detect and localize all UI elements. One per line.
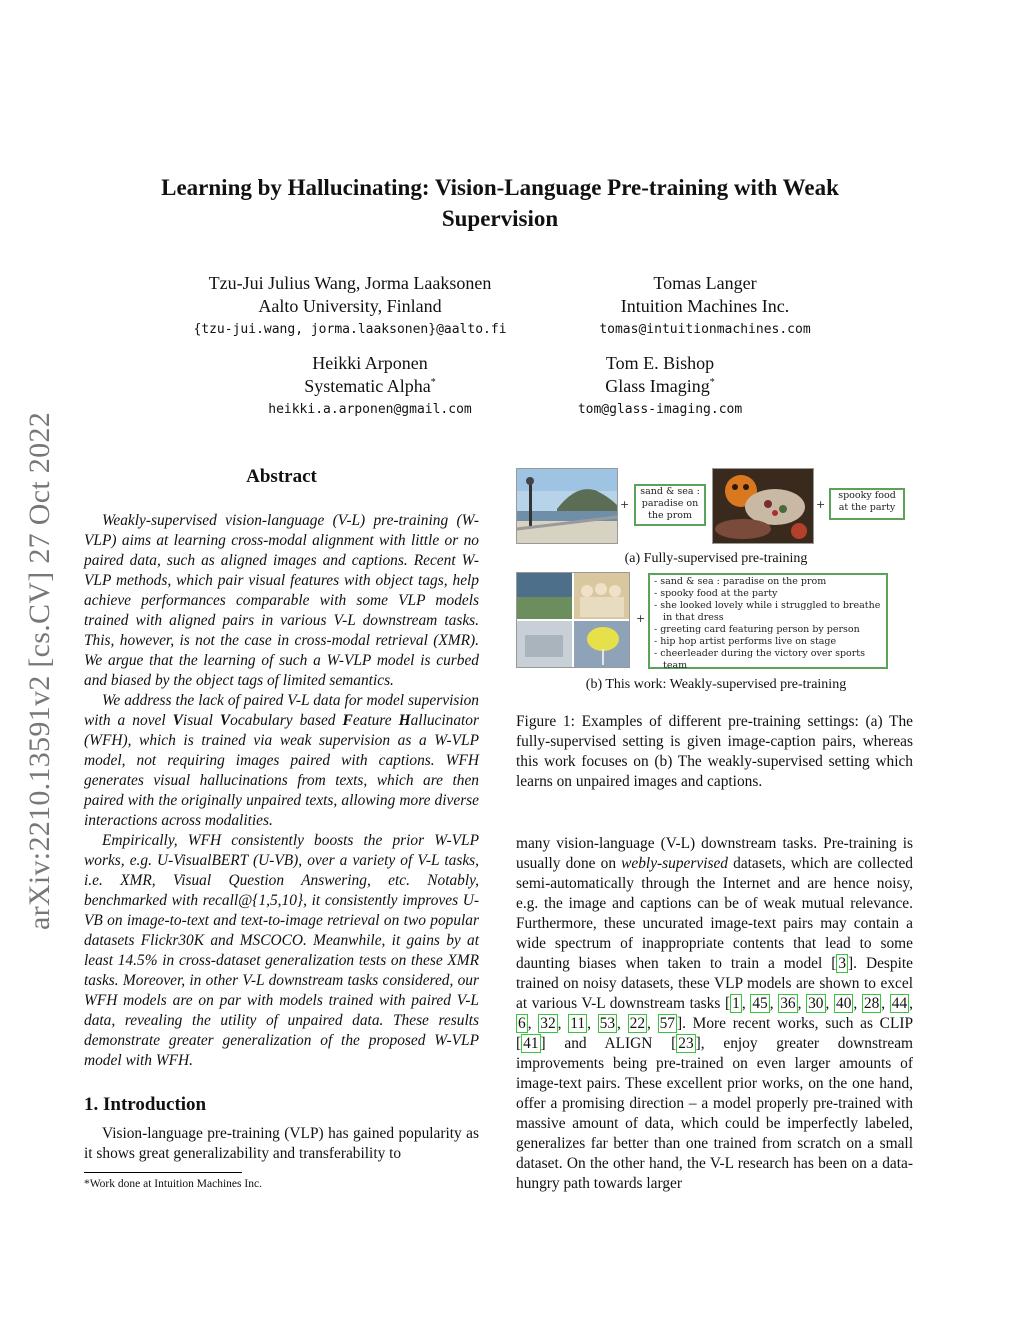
intro-body	[84, 1124, 479, 1164]
intro-heading: 1. Introduction	[84, 1094, 207, 1115]
subcaption-b: (b) This work: Weakly-supervised pre-training	[585, 677, 847, 692]
author-email: tom@glass-imaging.com	[577, 402, 743, 417]
caption-list-item: in that dress	[654, 612, 724, 623]
citation-link[interactable]: 45	[752, 995, 768, 1012]
caption-list-item: - cheerleader during the victory over sports	[654, 648, 865, 659]
figure-caption	[516, 712, 913, 792]
citation-link[interactable]: 41	[523, 1035, 539, 1052]
author-block-1	[160, 272, 540, 339]
author-block-3	[240, 352, 500, 419]
image-collage	[516, 572, 630, 668]
figure-1	[516, 466, 916, 696]
abstract-paragraph-3: Empirically, WFH consistently boosts the prior W-VLP works, e.g. U-VisualBERT (U-VB), over a variety of V-L tasks, i.e. XMR, Visual Question Answering, etc. Notably, benchmarked with recall@{1,5,10}, it consistently improves U-VB on image-to-text and text-to-image retrieval on two popular datasets Flickr30K and MSCOCO. Meanwhile, it gains by at least 14.5% in cross-dataset generalization tests on these XMR tasks. Moreover, in other V-L downstream tasks considered, our WFH models are on par with models trained with paired V-L data, revealing the utility of unpaired data. These results demonstrate greater generalization of the proposed W-VLP model with WFH.	[84, 832, 479, 1069]
citation-link[interactable]: 23	[678, 1035, 694, 1052]
author-email: heikki.a.arponen@gmail.com	[268, 402, 472, 417]
subcaption-a: (a) Fully-supervised pre-training	[624, 551, 808, 566]
caption-list-item: - she looked lovely while i struggled to breathe	[654, 600, 881, 611]
citation-link[interactable]: 3	[838, 955, 847, 972]
right-column-body	[516, 834, 913, 1194]
author-names: Tom E. Bishop	[605, 353, 715, 373]
citation-link[interactable]: 22	[629, 1015, 646, 1032]
citation-list: 1 , 45 , 36 , 30 , 40 , 28 , 44 , 6 , 32 , 11 , 53 , 22 , 57	[518, 995, 914, 1032]
right-column-paragraph: many vision-language (V-L) downstream tasks. Pre-training is usually done on webly-supervised datasets, which are collected semi-automatically through the Internet and are hence noisy, e.g. the image and captions can be of weak mutual relevance. Furthermore, these uncurated image-text pairs may contain a wide spectrum of inappropriate contents that lead to some daunting biases when taken to train a model [ 3 ]. Despite trained on noisy datasets, these VLP models are shown to excel at various V-L downstream tasks [ 1 , 45 , 36 , 30 , 40 , 28 , 44 , 6 , 32 , 11 , 53 , 22 , 57 ]. More recent works, such as CLIP [ 41 ] and ALIGN [ 23 ], enjoy greater downstream improvements being pre-trained on even larger amounts of image-text pairs. These excellent prior works, on the one hand, offer a promising direction – a model properly pre-trained with massive amount of data, which could be imperfectly labeled, generalizes far better than one trained from scratch on a small dataset. On the other hand, the V-L research has been on a data-hungry path towards larger	[516, 835, 914, 1192]
footnote-rule	[84, 1172, 242, 1173]
citation-link[interactable]: 28	[863, 995, 880, 1012]
author-block-2	[570, 272, 840, 339]
citation-link[interactable]: 11	[570, 1015, 586, 1032]
citation-link[interactable]: 36	[780, 995, 796, 1012]
citation-link[interactable]: 6	[518, 1015, 526, 1032]
caption-box-a1: sand & sea : paradise on the prom	[634, 484, 706, 526]
intro-paragraph: Vision-language pre-training (VLP) has gained popularity as it shows great generalizability and transferability to	[84, 1125, 479, 1162]
abstract-paragraph-1: Weakly-supervised vision-language (V-L) pre-training (W-VLP) aims at learning cross-modal alignment with little or no paired data, such as aligned images and captions. Recent W-VLP methods, which pair visual features with object tags, help achieve performances comparable with some VLP models trained with aligned pairs in various V-L downstream tasks. This, however, is not the case in cross-modal retrieval (XMR). We argue that the learning of such a W-VLP model is curbed and biased by the object tags of limited semantics.	[84, 512, 479, 689]
caption-box-a2: spooky food at the party	[829, 488, 905, 520]
plus-sign: +	[620, 498, 630, 511]
citation-link[interactable]: 53	[599, 1015, 616, 1032]
author-affiliation: Systematic Alpha*	[304, 376, 436, 396]
caption-list-box	[648, 573, 888, 669]
abstract-body	[84, 511, 479, 1071]
author-block-4	[540, 352, 780, 419]
plus-sign: +	[636, 612, 646, 625]
beach-photo	[516, 468, 618, 544]
food-photo	[712, 468, 814, 544]
caption-list-item: - sand & sea : paradise on the prom	[654, 576, 827, 587]
arxiv-side-label: arXiv:2210.13591v2 [cs.CV] 27 Oct 2022	[23, 411, 56, 930]
abstract-heading: Abstract	[246, 466, 317, 487]
abstract-paragraph-2: We address the lack of paired V-L data for model supervision with a novel Visual Vocabulary based Feature Hallucinator (WFH), which is trained via weak supervision as a W-VLP model, not requiring images paired with captions. WFH generates visual hallucinations from texts, which are then paired with the originally unpaired texts, allowing more diverse interactions across modalities.	[84, 692, 479, 829]
paper-title	[120, 172, 880, 234]
title-line-1: Learning by Hallucinating: Vision-Language Pre-training with Weak	[161, 175, 839, 200]
caption-list-item: - spooky food at the party	[654, 588, 778, 599]
footnote: *Work done at Intuition Machines Inc.	[84, 1178, 262, 1190]
citation-link[interactable]: 1	[732, 995, 740, 1012]
caption-list-item: team	[654, 660, 688, 671]
citation-link[interactable]: 32	[540, 1015, 556, 1032]
author-names: Heikki Arponen	[312, 353, 428, 373]
author-affiliation: Glass Imaging*	[605, 376, 715, 396]
title-line-2: Supervision	[441, 206, 559, 231]
author-affiliation: Aalto University, Finland	[258, 296, 442, 316]
caption-list-item: - greeting card featuring person by person	[654, 624, 860, 635]
author-names: Tzu-Jui Julius Wang, Jorma Laaksonen	[208, 273, 492, 293]
plus-sign: +	[816, 498, 826, 511]
author-names: Tomas Langer	[653, 273, 757, 293]
author-affiliation: Intuition Machines Inc.	[620, 296, 790, 316]
author-email: tomas@intuitionmachines.com	[599, 322, 811, 337]
figure-caption-text: Figure 1: Examples of different pre-training settings: (a) The fully-supervised setting is given image-caption pairs, whereas this work focuses on (b) The weakly-supervised setting which learns on unpaired images and captions.	[516, 713, 913, 790]
citation-link[interactable]: 30	[808, 995, 824, 1012]
author-email: {tzu-jui.wang, jorma.laaksonen}@aalto.fi	[193, 322, 507, 337]
caption-list-item: - hip hop artist performs live on stage	[654, 636, 837, 647]
citation-link[interactable]: 40	[836, 995, 852, 1012]
citation-link[interactable]: 44	[891, 995, 908, 1012]
citation-link[interactable]: 57	[659, 1015, 675, 1032]
